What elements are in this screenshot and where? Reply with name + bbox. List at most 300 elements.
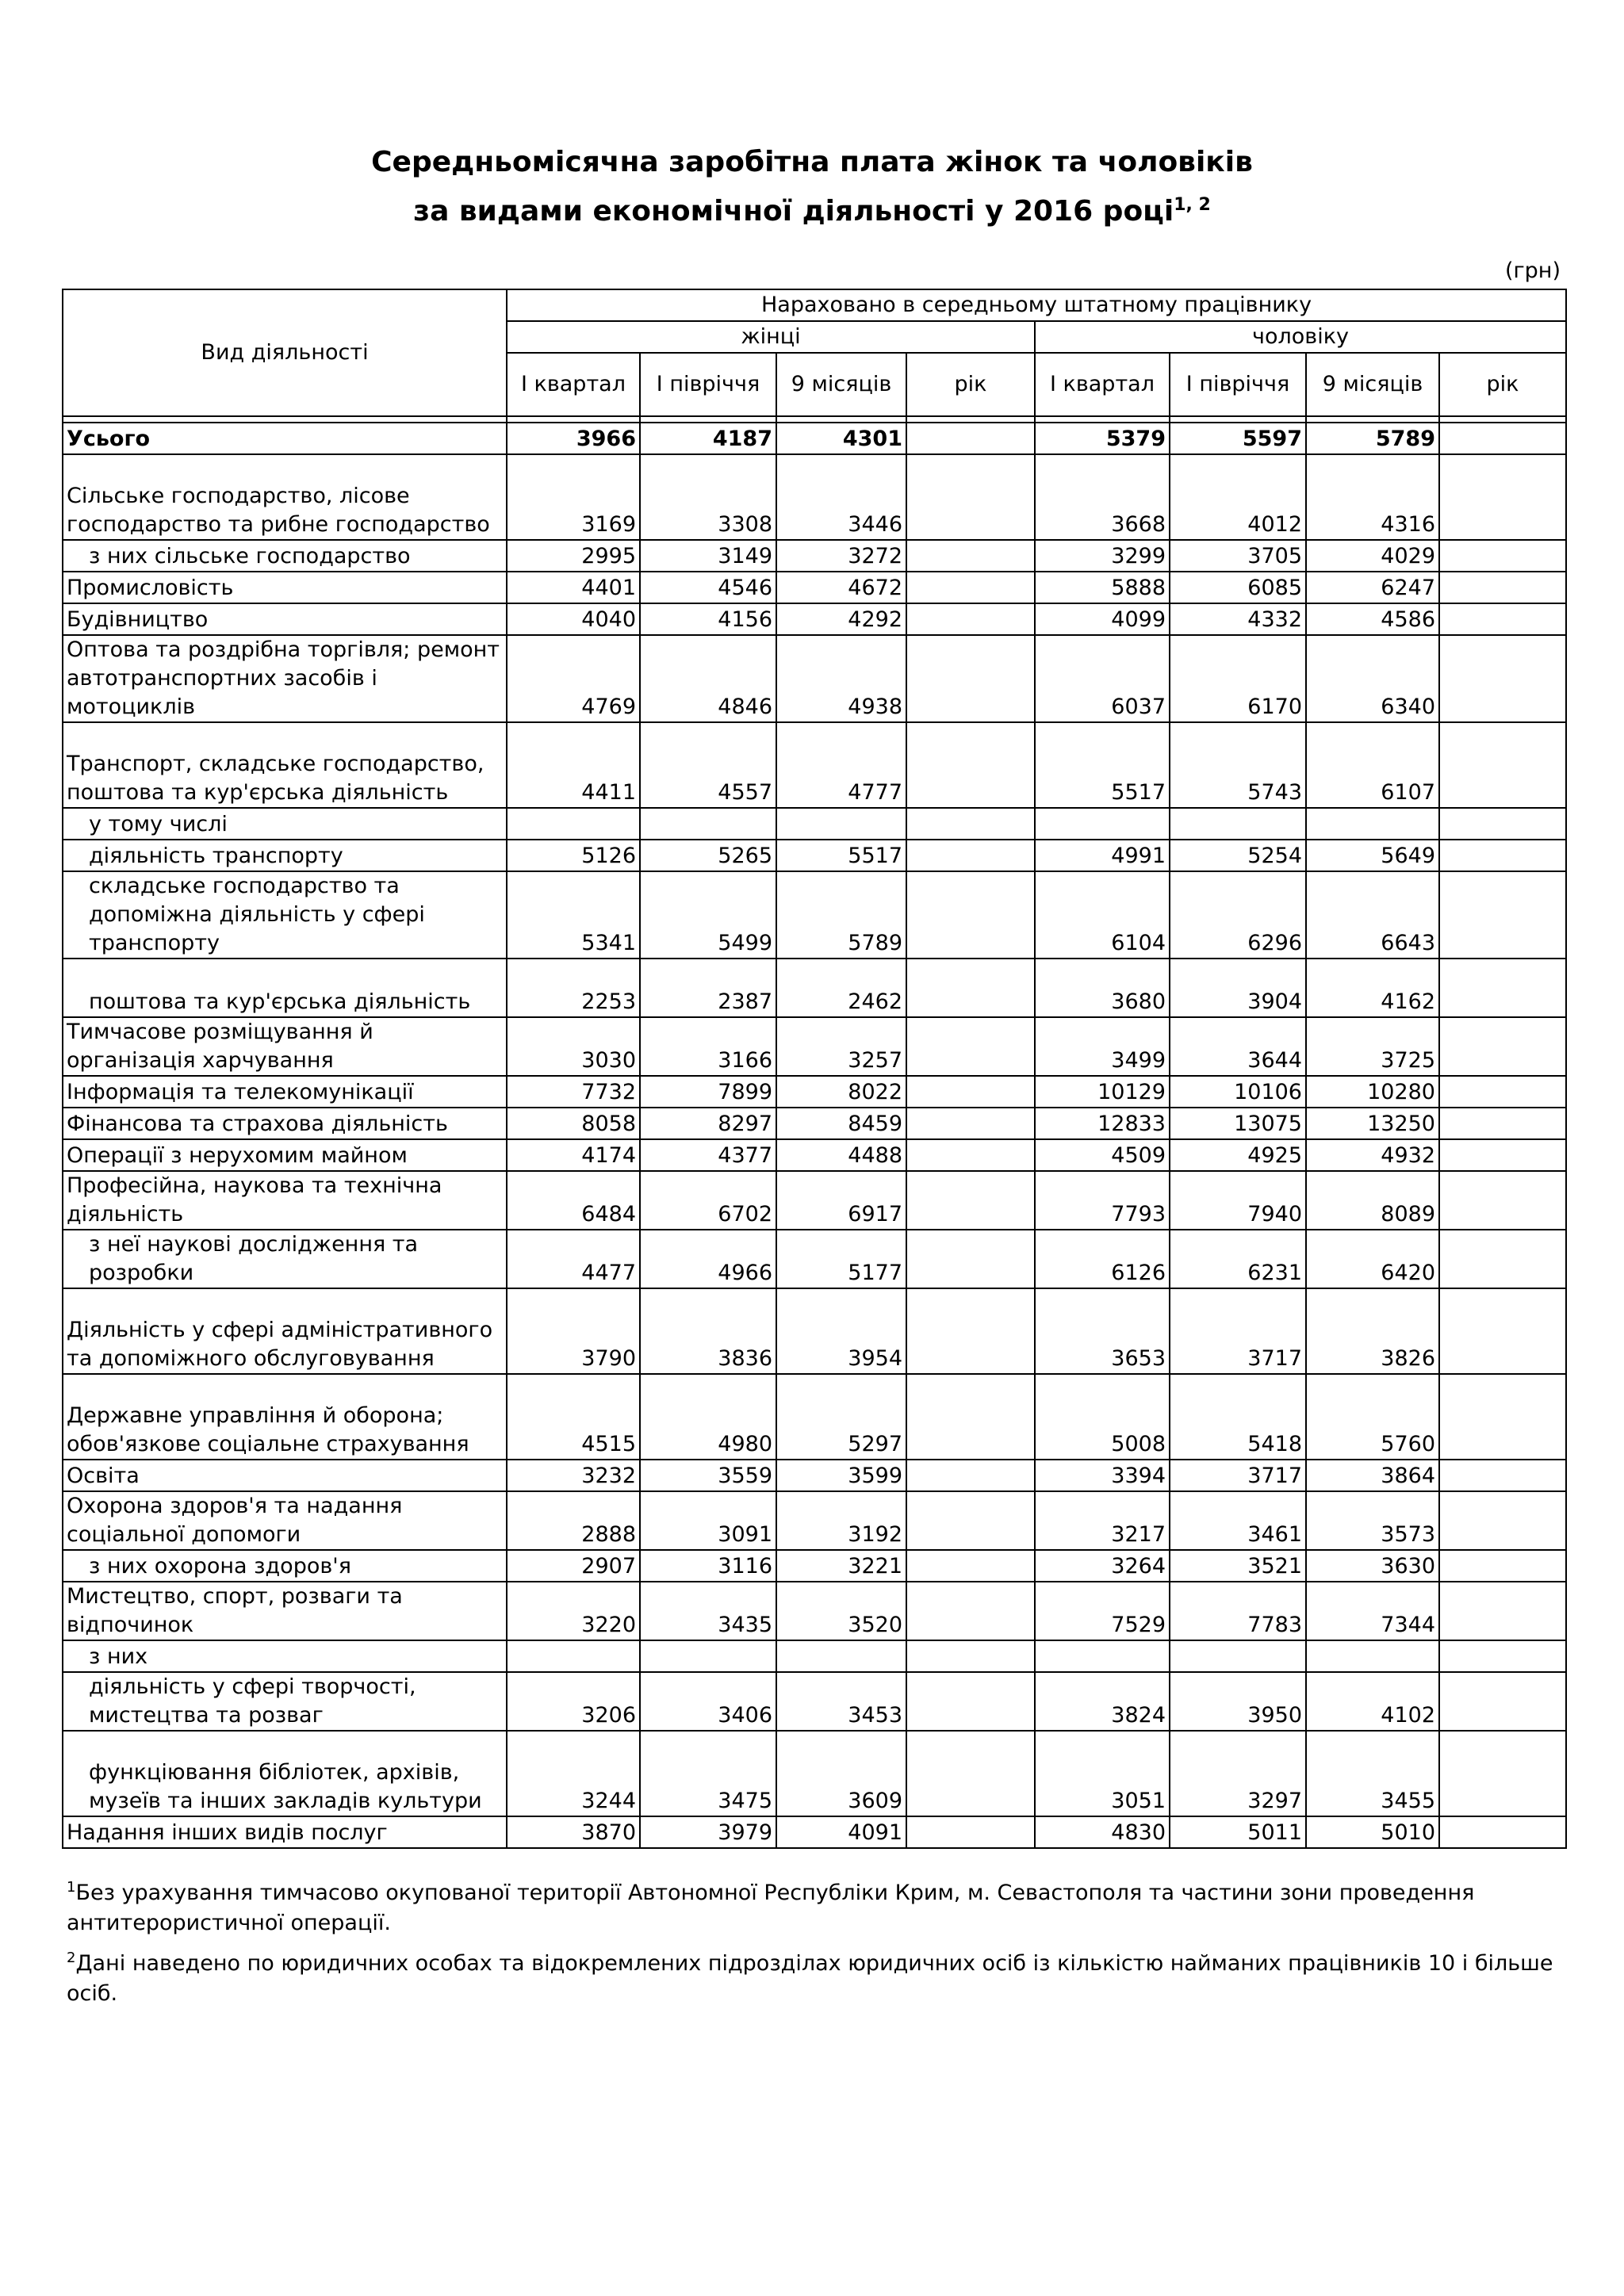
women-year-cell: [906, 871, 1035, 959]
women-year-cell: [906, 1550, 1035, 1582]
women-9m-cell: 5177: [776, 1230, 906, 1288]
men-9m-cell: 6643: [1306, 871, 1439, 959]
men-q1-cell: 6037: [1035, 635, 1170, 722]
men-year-cell: [1439, 1640, 1566, 1672]
men-h1-cell: 5011: [1170, 1816, 1306, 1848]
women-year-cell: [906, 540, 1035, 572]
women-q1-cell: 3232: [507, 1460, 640, 1491]
women-q1-cell: 3966: [507, 423, 640, 454]
women-year-cell: [906, 1108, 1035, 1139]
women-q1-cell: 3790: [507, 1288, 640, 1374]
women-q1-cell: 6484: [507, 1171, 640, 1230]
row-label: Професійна, наукова та технічна діяльність: [63, 1171, 507, 1230]
women-h1-cell: 3166: [640, 1017, 776, 1076]
table-row: [63, 1460, 1566, 1491]
women-year-cell: [906, 1731, 1035, 1816]
table-row: [63, 1108, 1566, 1139]
men-year-cell: [1439, 1230, 1566, 1288]
men-h1-cell: 3950: [1170, 1672, 1306, 1731]
men-h1-cell: [1170, 1640, 1306, 1672]
row-label: Транспорт, складське господарство, поштова та кур'єрська діяльність: [63, 722, 507, 808]
women-q1-cell: 4411: [507, 722, 640, 808]
table-row: [63, 1731, 1566, 1816]
men-year-cell: [1439, 722, 1566, 808]
women-q1-cell: 5126: [507, 840, 640, 871]
men-h1-cell: 5418: [1170, 1374, 1306, 1460]
women-9m-cell: 4488: [776, 1139, 906, 1171]
women-year-cell: [906, 635, 1035, 722]
men-q1-cell: 12833: [1035, 1108, 1170, 1139]
women-9m-cell: 3453: [776, 1672, 906, 1731]
header-activity: Вид діяльності: [63, 289, 507, 416]
women-q1-cell: 4401: [507, 572, 640, 603]
row-label: Державне управління й оборона; обов'язкове соціальне страхування: [63, 1374, 507, 1460]
table-row: [63, 959, 1566, 1017]
table-row: [63, 1076, 1566, 1108]
women-h1-cell: 7899: [640, 1076, 776, 1108]
men-9m-cell: 3826: [1306, 1288, 1439, 1374]
men-h1-cell: 6231: [1170, 1230, 1306, 1288]
women-9m-cell: 3272: [776, 540, 906, 572]
row-label: діяльність у сфері творчості, мистецтва та розваг: [63, 1672, 507, 1731]
women-q1-cell: 3206: [507, 1672, 640, 1731]
men-year-cell: [1439, 959, 1566, 1017]
row-label: Промисловість: [63, 572, 507, 603]
men-q1-cell: 4991: [1035, 840, 1170, 871]
women-q1-cell: 5341: [507, 871, 640, 959]
women-9m-cell: 3609: [776, 1731, 906, 1816]
men-9m-cell: 6420: [1306, 1230, 1439, 1288]
table-row: [63, 540, 1566, 572]
men-h1-cell: [1170, 808, 1306, 840]
men-year-cell: [1439, 423, 1566, 454]
women-h1-cell: 3149: [640, 540, 776, 572]
women-q1-cell: 4040: [507, 603, 640, 635]
header-men-q1: I квартал: [1035, 353, 1170, 416]
women-9m-cell: 3954: [776, 1288, 906, 1374]
women-9m-cell: 4938: [776, 635, 906, 722]
men-9m-cell: 4932: [1306, 1139, 1439, 1171]
women-h1-cell: 4846: [640, 635, 776, 722]
header-women-h1: I півріччя: [640, 353, 776, 416]
men-9m-cell: 3630: [1306, 1550, 1439, 1582]
men-9m-cell: [1306, 1640, 1439, 1672]
men-h1-cell: 3297: [1170, 1731, 1306, 1816]
men-9m-cell: 13250: [1306, 1108, 1439, 1139]
table-row: [63, 1171, 1566, 1230]
men-h1-cell: 3904: [1170, 959, 1306, 1017]
women-year-cell: [906, 1640, 1035, 1672]
women-9m-cell: 4672: [776, 572, 906, 603]
men-9m-cell: 6340: [1306, 635, 1439, 722]
women-h1-cell: 3308: [640, 454, 776, 540]
men-year-cell: [1439, 840, 1566, 871]
men-year-cell: [1439, 1731, 1566, 1816]
women-year-cell: [906, 1230, 1035, 1288]
men-year-cell: [1439, 1491, 1566, 1550]
gap-cell: [776, 416, 906, 423]
table-row: [63, 1288, 1566, 1374]
row-label: з них: [63, 1640, 507, 1672]
women-9m-cell: 4292: [776, 603, 906, 635]
header-men-year: рік: [1439, 353, 1566, 416]
women-q1-cell: [507, 1640, 640, 1672]
row-label: у тому числі: [63, 808, 507, 840]
women-h1-cell: 3836: [640, 1288, 776, 1374]
women-9m-cell: 2462: [776, 959, 906, 1017]
gap-cell: [1035, 416, 1170, 423]
men-q1-cell: 6104: [1035, 871, 1170, 959]
men-year-cell: [1439, 1076, 1566, 1108]
row-label: Інформація та телекомунікації: [63, 1076, 507, 1108]
men-q1-cell: 5379: [1035, 423, 1170, 454]
footnote-1-text: Без урахування тимчасово окупованої території Автономної Республіки Крим, м. Севастополя та частини зони проведення антитерористичної операції.: [67, 1881, 1475, 1935]
men-q1-cell: 4099: [1035, 603, 1170, 635]
table-row: [63, 572, 1566, 603]
women-h1-cell: 8297: [640, 1108, 776, 1139]
header-accrued: Нараховано в середньому штатному працівнику: [507, 289, 1566, 321]
wages-table: [62, 289, 1567, 1849]
women-9m-cell: 3520: [776, 1582, 906, 1640]
men-9m-cell: [1306, 808, 1439, 840]
men-year-cell: [1439, 1108, 1566, 1139]
men-year-cell: [1439, 871, 1566, 959]
header-gap-row: [63, 416, 1566, 423]
men-year-cell: [1439, 1374, 1566, 1460]
women-year-cell: [906, 1171, 1035, 1230]
table-row: [63, 1582, 1566, 1640]
men-year-cell: [1439, 540, 1566, 572]
women-year-cell: [906, 722, 1035, 808]
women-year-cell: [906, 808, 1035, 840]
table-row: [63, 635, 1566, 722]
women-9m-cell: 5517: [776, 840, 906, 871]
women-h1-cell: 5499: [640, 871, 776, 959]
men-q1-cell: 7529: [1035, 1582, 1170, 1640]
men-h1-cell: 5743: [1170, 722, 1306, 808]
men-9m-cell: 5760: [1306, 1374, 1439, 1460]
women-q1-cell: 2253: [507, 959, 640, 1017]
men-9m-cell: 6107: [1306, 722, 1439, 808]
men-year-cell: [1439, 808, 1566, 840]
men-h1-cell: 3717: [1170, 1460, 1306, 1491]
women-q1-cell: 4477: [507, 1230, 640, 1288]
women-h1-cell: 3091: [640, 1491, 776, 1550]
women-year-cell: [906, 1076, 1035, 1108]
women-q1-cell: 2907: [507, 1550, 640, 1582]
men-q1-cell: 3499: [1035, 1017, 1170, 1076]
gap-cell: [640, 416, 776, 423]
title-line-2: [0, 184, 1624, 233]
row-label: Тимчасове розміщування й організація харчування: [63, 1017, 507, 1076]
women-year-cell: [906, 1491, 1035, 1550]
men-year-cell: [1439, 603, 1566, 635]
footnote-2-text: Дані наведено по юридичних особах та відокремлених підрозділах юридичних осіб із кількістю найманих працівників 10 і більше осіб.: [67, 1951, 1553, 2006]
women-9m-cell: 3192: [776, 1491, 906, 1550]
men-q1-cell: 3668: [1035, 454, 1170, 540]
men-h1-cell: 3521: [1170, 1550, 1306, 1582]
women-h1-cell: 3559: [640, 1460, 776, 1491]
men-year-cell: [1439, 1550, 1566, 1582]
men-9m-cell: 5010: [1306, 1816, 1439, 1848]
footnote-2-mark: 2: [67, 1950, 76, 1966]
table-row: [63, 871, 1566, 959]
men-q1-cell: 7793: [1035, 1171, 1170, 1230]
title-line-1: Середньомісячна заробітна плата жінок та чоловіків: [371, 146, 1253, 178]
women-year-cell: [906, 454, 1035, 540]
men-q1-cell: 3653: [1035, 1288, 1170, 1374]
men-q1-cell: 4830: [1035, 1816, 1170, 1848]
row-label: Мистецтво, спорт, розваги та відпочинок: [63, 1582, 507, 1640]
men-q1-cell: 3299: [1035, 540, 1170, 572]
women-9m-cell: 3446: [776, 454, 906, 540]
men-9m-cell: 4586: [1306, 603, 1439, 635]
title-footnote-marks: 1, 2: [1174, 195, 1211, 215]
women-h1-cell: 3979: [640, 1816, 776, 1848]
men-h1-cell: 7783: [1170, 1582, 1306, 1640]
men-h1-cell: 3461: [1170, 1491, 1306, 1550]
table-row: [63, 1491, 1566, 1550]
men-h1-cell: 5597: [1170, 423, 1306, 454]
men-q1-cell: 3824: [1035, 1672, 1170, 1731]
men-year-cell: [1439, 1139, 1566, 1171]
women-9m-cell: [776, 808, 906, 840]
men-h1-cell: 3644: [1170, 1017, 1306, 1076]
women-9m-cell: 3599: [776, 1460, 906, 1491]
row-label: Операції з нерухомим майном: [63, 1139, 507, 1171]
row-label: Фінансова та страхова діяльність: [63, 1108, 507, 1139]
men-year-cell: [1439, 1288, 1566, 1374]
men-q1-cell: [1035, 1640, 1170, 1672]
women-9m-cell: 6917: [776, 1171, 906, 1230]
men-h1-cell: 4012: [1170, 454, 1306, 540]
women-q1-cell: 3030: [507, 1017, 640, 1076]
women-9m-cell: 8022: [776, 1076, 906, 1108]
men-h1-cell: 4925: [1170, 1139, 1306, 1171]
table-header: [63, 289, 1566, 416]
row-label: поштова та кур'єрська діяльність: [63, 959, 507, 1017]
table-row: [63, 840, 1566, 871]
women-h1-cell: 4546: [640, 572, 776, 603]
table-row: [63, 1139, 1566, 1171]
women-h1-cell: 4187: [640, 423, 776, 454]
row-label: складське господарство та допоміжна діяльність у сфері транспорту: [63, 871, 507, 959]
table-row: [63, 1672, 1566, 1731]
women-h1-cell: 4377: [640, 1139, 776, 1171]
women-year-cell: [906, 1816, 1035, 1848]
women-9m-cell: 4301: [776, 423, 906, 454]
men-q1-cell: 5008: [1035, 1374, 1170, 1460]
men-9m-cell: 10280: [1306, 1076, 1439, 1108]
women-q1-cell: 2888: [507, 1491, 640, 1550]
footnote-1: [67, 1873, 1557, 1938]
men-h1-cell: 3705: [1170, 540, 1306, 572]
header-men-h1: I півріччя: [1170, 353, 1306, 416]
men-year-cell: [1439, 454, 1566, 540]
men-q1-cell: 3680: [1035, 959, 1170, 1017]
men-h1-cell: 3717: [1170, 1288, 1306, 1374]
women-year-cell: [906, 1374, 1035, 1460]
women-h1-cell: 4966: [640, 1230, 776, 1288]
header-women: жінці: [507, 321, 1035, 353]
table-row: [63, 1374, 1566, 1460]
header-women-9m: 9 місяців: [776, 353, 906, 416]
row-label: Будівництво: [63, 603, 507, 635]
men-year-cell: [1439, 1171, 1566, 1230]
table-row: [63, 1017, 1566, 1076]
row-label: Охорона здоров'я та надання соціальної допомоги: [63, 1491, 507, 1550]
row-label: діяльність транспорту: [63, 840, 507, 871]
men-h1-cell: 6296: [1170, 871, 1306, 959]
women-9m-cell: 4777: [776, 722, 906, 808]
row-label: з них охорона здоров'я: [63, 1550, 507, 1582]
men-9m-cell: 7344: [1306, 1582, 1439, 1640]
gap-cell: [906, 416, 1035, 423]
men-9m-cell: 5649: [1306, 840, 1439, 871]
table-row: [63, 423, 1566, 454]
women-year-cell: [906, 572, 1035, 603]
men-q1-cell: 5888: [1035, 572, 1170, 603]
row-label: Усього: [63, 423, 507, 454]
men-year-cell: [1439, 1816, 1566, 1848]
row-label: з них сільське господарство: [63, 540, 507, 572]
men-9m-cell: 4162: [1306, 959, 1439, 1017]
row-label: Діяльність у сфері адміністративного та допоміжного обслуговування: [63, 1288, 507, 1374]
gap-cell: [1170, 416, 1306, 423]
row-label: функціювання бібліотек, архівів, музеїв та інших закладів культури: [63, 1731, 507, 1816]
women-year-cell: [906, 423, 1035, 454]
gap-cell: [507, 416, 640, 423]
men-year-cell: [1439, 635, 1566, 722]
women-year-cell: [906, 959, 1035, 1017]
women-q1-cell: 4174: [507, 1139, 640, 1171]
table-row: [63, 808, 1566, 840]
footnote-2: [67, 1943, 1557, 2009]
men-year-cell: [1439, 1017, 1566, 1076]
table-row: [63, 1816, 1566, 1848]
men-9m-cell: 3573: [1306, 1491, 1439, 1550]
women-9m-cell: [776, 1640, 906, 1672]
table-row: [63, 722, 1566, 808]
women-h1-cell: [640, 808, 776, 840]
men-9m-cell: 3455: [1306, 1731, 1439, 1816]
women-q1-cell: 4769: [507, 635, 640, 722]
gap-cell: [63, 416, 507, 423]
women-9m-cell: 4091: [776, 1816, 906, 1848]
women-h1-cell: [640, 1640, 776, 1672]
women-9m-cell: 5789: [776, 871, 906, 959]
women-q1-cell: 2995: [507, 540, 640, 572]
women-9m-cell: 5297: [776, 1374, 906, 1460]
row-label: Оптова та роздрібна торгівля; ремонт автотранспортних засобів і мотоциклів: [63, 635, 507, 722]
men-q1-cell: 10129: [1035, 1076, 1170, 1108]
men-9m-cell: 4316: [1306, 454, 1439, 540]
women-q1-cell: 7732: [507, 1076, 640, 1108]
women-h1-cell: 4557: [640, 722, 776, 808]
men-q1-cell: 3394: [1035, 1460, 1170, 1491]
women-q1-cell: 3169: [507, 454, 640, 540]
table-row: [63, 1550, 1566, 1582]
women-h1-cell: 3475: [640, 1731, 776, 1816]
women-year-cell: [906, 1139, 1035, 1171]
women-year-cell: [906, 603, 1035, 635]
men-9m-cell: 4029: [1306, 540, 1439, 572]
women-q1-cell: 4515: [507, 1374, 640, 1460]
women-9m-cell: 8459: [776, 1108, 906, 1139]
women-9m-cell: 3221: [776, 1550, 906, 1582]
row-label: Освіта: [63, 1460, 507, 1491]
men-q1-cell: 3217: [1035, 1491, 1170, 1550]
women-year-cell: [906, 1672, 1035, 1731]
men-9m-cell: 3864: [1306, 1460, 1439, 1491]
women-q1-cell: 3870: [507, 1816, 640, 1848]
men-9m-cell: 5789: [1306, 423, 1439, 454]
row-label: Сільське господарство, лісове господарство та рибне господарство: [63, 454, 507, 540]
women-year-cell: [906, 1460, 1035, 1491]
men-h1-cell: 7940: [1170, 1171, 1306, 1230]
women-year-cell: [906, 840, 1035, 871]
table-row: [63, 1230, 1566, 1288]
title-line-2-text: за видами економічної діяльності у 2016 році: [413, 195, 1174, 228]
men-9m-cell: 4102: [1306, 1672, 1439, 1731]
women-q1-cell: 3244: [507, 1731, 640, 1816]
men-q1-cell: [1035, 808, 1170, 840]
men-year-cell: [1439, 1672, 1566, 1731]
men-h1-cell: 10106: [1170, 1076, 1306, 1108]
women-h1-cell: 4980: [640, 1374, 776, 1460]
women-year-cell: [906, 1017, 1035, 1076]
men-h1-cell: 13075: [1170, 1108, 1306, 1139]
men-q1-cell: 4509: [1035, 1139, 1170, 1171]
header-men: чоловіку: [1035, 321, 1566, 353]
currency-unit: (грн): [1504, 258, 1561, 283]
women-year-cell: [906, 1288, 1035, 1374]
women-h1-cell: 6702: [640, 1171, 776, 1230]
table-row: [63, 603, 1566, 635]
row-label: з неї наукові дослідження та розробки: [63, 1230, 507, 1288]
gap-cell: [1439, 416, 1566, 423]
gap-cell: [1306, 416, 1439, 423]
table-body: [63, 416, 1566, 1848]
men-year-cell: [1439, 1582, 1566, 1640]
document-title: [0, 141, 1624, 233]
header-women-year: рік: [906, 353, 1035, 416]
women-h1-cell: 3406: [640, 1672, 776, 1731]
women-q1-cell: 3220: [507, 1582, 640, 1640]
table-row: [63, 1640, 1566, 1672]
men-h1-cell: 4332: [1170, 603, 1306, 635]
men-9m-cell: 3725: [1306, 1017, 1439, 1076]
men-q1-cell: 3264: [1035, 1550, 1170, 1582]
women-h1-cell: 2387: [640, 959, 776, 1017]
men-year-cell: [1439, 572, 1566, 603]
women-q1-cell: [507, 808, 640, 840]
footnote-1-mark: 1: [67, 1879, 76, 1896]
table-row: [63, 454, 1566, 540]
men-h1-cell: 6085: [1170, 572, 1306, 603]
women-h1-cell: 3116: [640, 1550, 776, 1582]
row-label: Надання інших видів послуг: [63, 1816, 507, 1848]
women-9m-cell: 3257: [776, 1017, 906, 1076]
men-9m-cell: 6247: [1306, 572, 1439, 603]
women-h1-cell: 3435: [640, 1582, 776, 1640]
header-men-9m: 9 місяців: [1306, 353, 1439, 416]
men-q1-cell: 5517: [1035, 722, 1170, 808]
men-q1-cell: 6126: [1035, 1230, 1170, 1288]
men-h1-cell: 5254: [1170, 840, 1306, 871]
men-9m-cell: 8089: [1306, 1171, 1439, 1230]
men-h1-cell: 6170: [1170, 635, 1306, 722]
